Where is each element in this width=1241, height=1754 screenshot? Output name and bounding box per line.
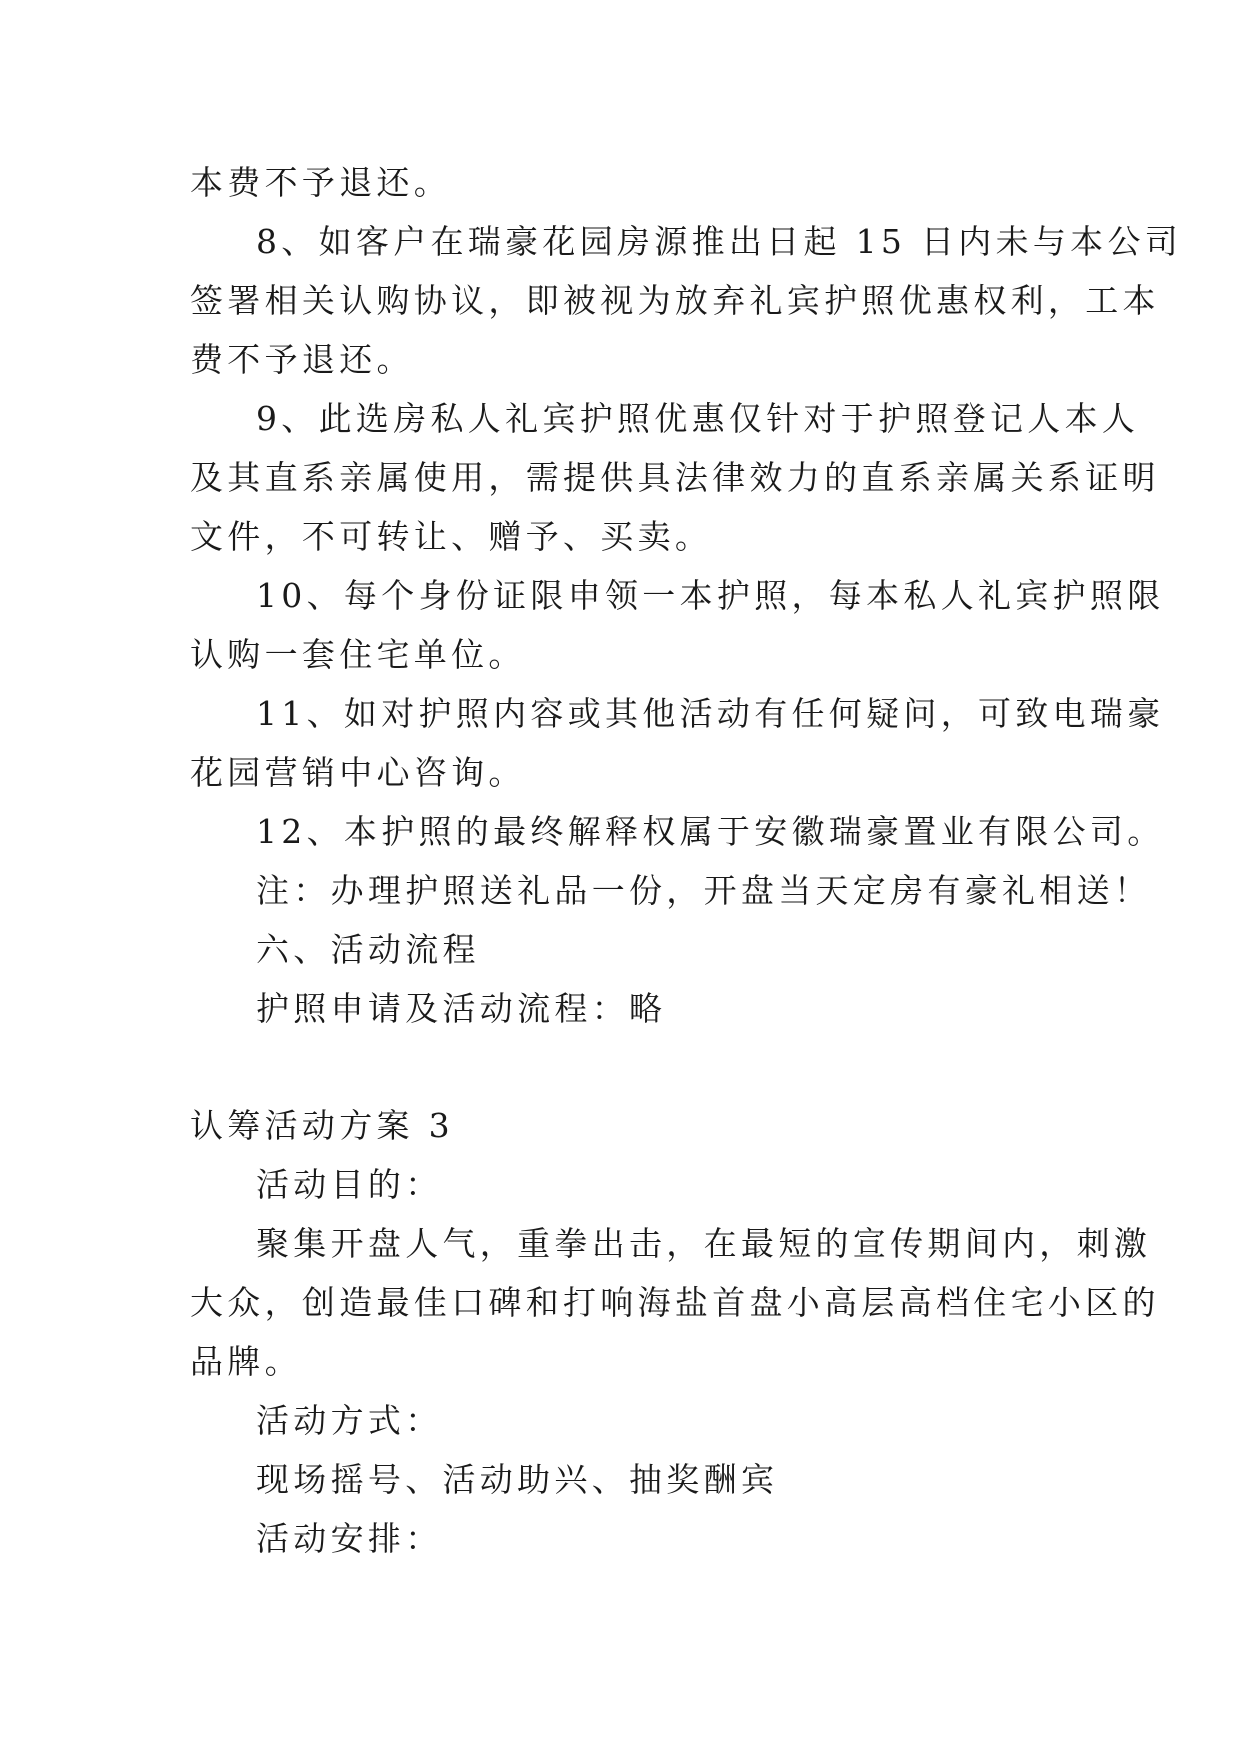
text-line: 8、如客户在瑞豪花园房源推出日起 15 日内未与本公司 [256, 222, 1183, 261]
text-line: 花园营销中心咨询。 [190, 753, 526, 792]
document-title: 认筹活动方案 3 [190, 1106, 454, 1145]
text-line: 12、本护照的最终解释权属于安徽瑞豪置业有限公司。 [256, 812, 1165, 851]
text-line: 文件，不可转让、赠予、买卖。 [190, 517, 713, 556]
section-heading: 活动方式： [256, 1401, 443, 1440]
text-line: 费不予退还。 [190, 340, 414, 379]
text-line: 认购一套住宅单位。 [190, 635, 526, 674]
section-heading: 活动安排： [256, 1519, 443, 1558]
text-line: 注：办理护照送礼品一份，开盘当天定房有豪礼相送！ [256, 871, 1152, 910]
text-line: 现场摇号、活动助兴、抽奖酬宾 [256, 1460, 779, 1499]
text-line: 护照申请及活动流程：略 [256, 989, 667, 1028]
text-line: 品牌。 [190, 1342, 302, 1381]
text-line: 签署相关认购协议，即被视为放弃礼宾护照优惠权利，工本 [190, 281, 1160, 320]
text-line: 11、如对护照内容或其他活动有任何疑问，可致电瑞豪 [256, 694, 1165, 733]
text-line: 及其直系亲属使用，需提供具法律效力的直系亲属关系证明 [190, 458, 1160, 497]
section-heading: 活动目的： [256, 1165, 443, 1204]
text-line: 9、此选房私人礼宾护照优惠仅针对于护照登记人本人 [256, 399, 1140, 438]
text-line: 10、每个身份证限申领一本护照，每本私人礼宾护照限 [256, 576, 1165, 615]
text-line: 本费不予退还。 [190, 163, 452, 202]
section-heading: 六、活动流程 [256, 930, 480, 969]
text-line: 大众，创造最佳口碑和打响海盐首盘小高层高档住宅小区的 [190, 1283, 1160, 1322]
text-line: 聚集开盘人气，重拳出击，在最短的宣传期间内，刺激 [256, 1224, 1152, 1263]
